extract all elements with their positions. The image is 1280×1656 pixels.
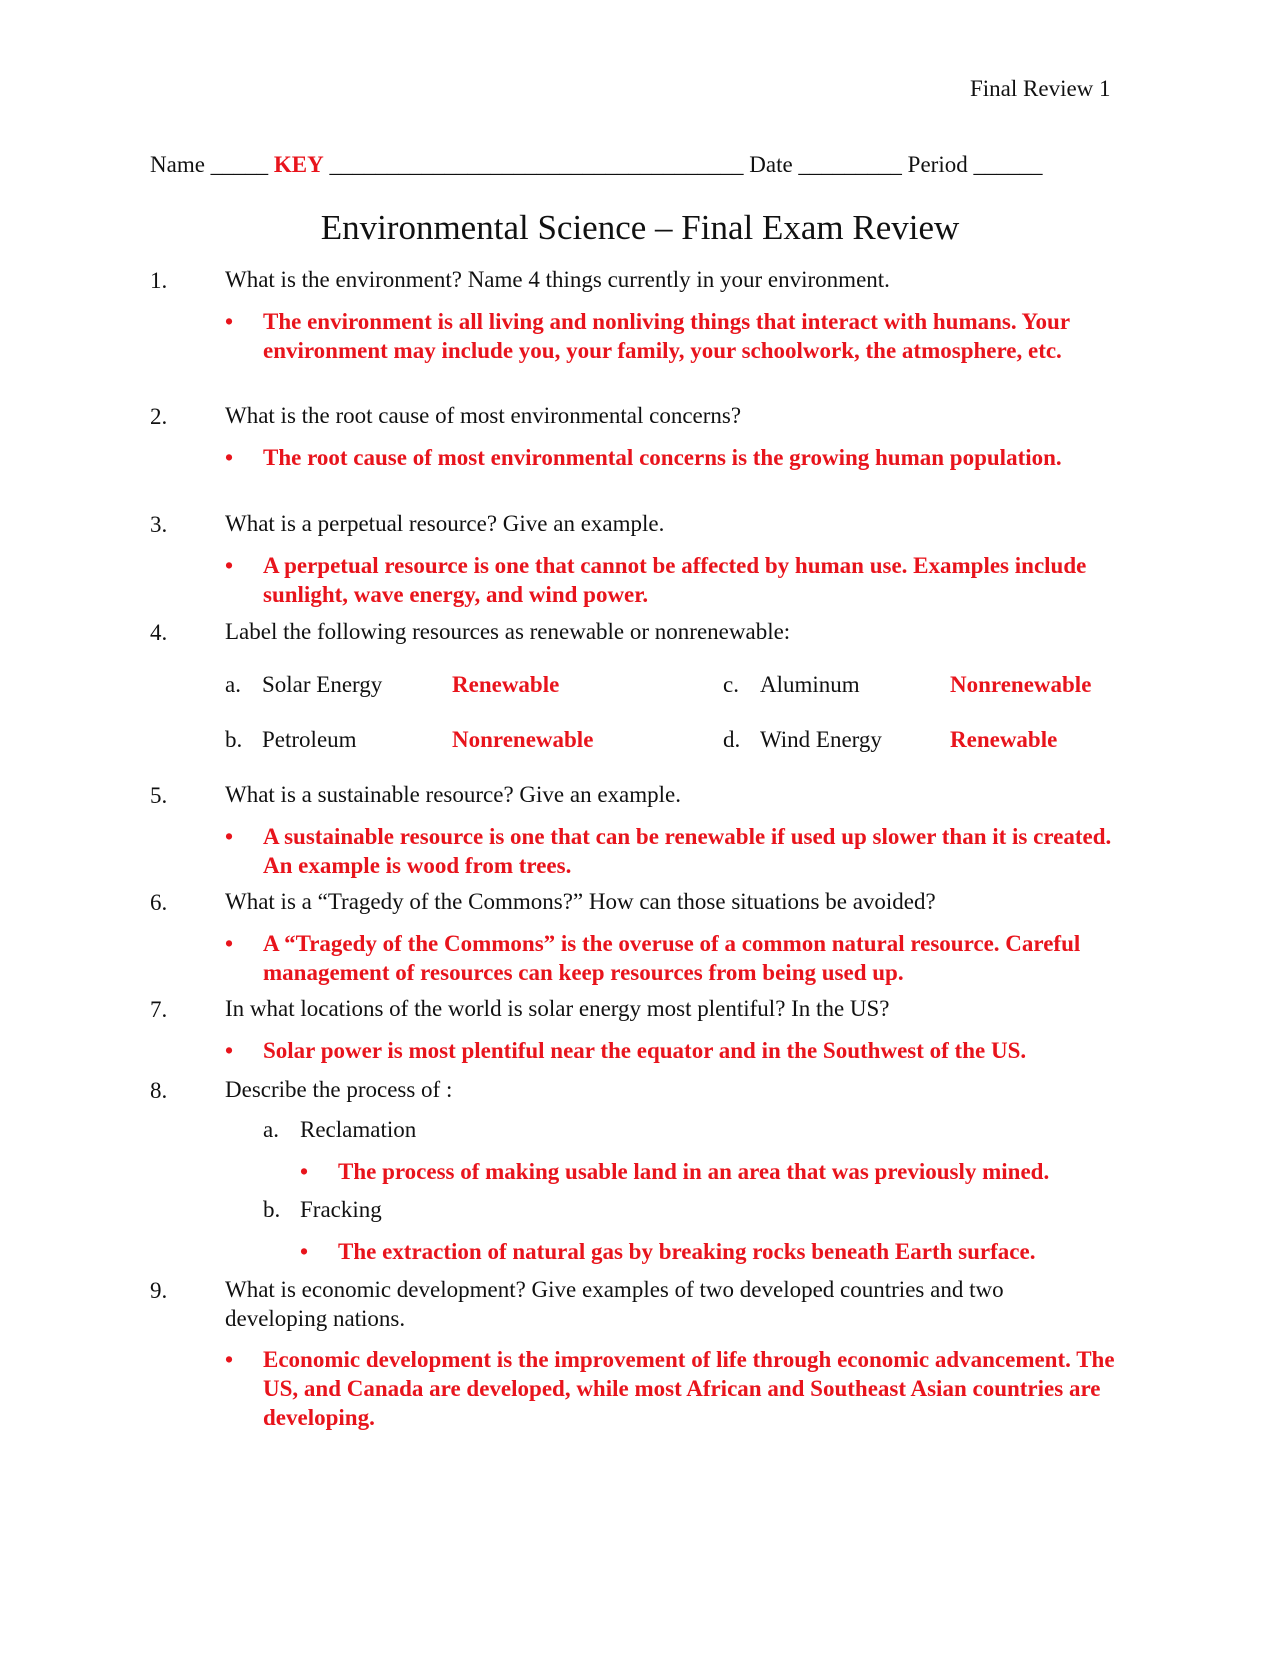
- question-text: What is a perpetual resource? Give an example.: [225, 511, 665, 536]
- key-label: KEY: [273, 152, 324, 177]
- sub-item: [263, 1197, 382, 1223]
- resource-item: [225, 672, 559, 698]
- question-text: What is a “Tragedy of the Commons?” How can those situations be avoided?: [225, 889, 936, 914]
- bullet-icon: •: [300, 1239, 309, 1264]
- question-number: 8.: [150, 1078, 168, 1103]
- resource-letter: c.: [723, 672, 739, 697]
- question-number: 2.: [150, 404, 168, 429]
- question-text: What is a sustainable resource? Give an example.: [225, 782, 681, 807]
- question-number: 5.: [150, 783, 168, 808]
- bullet-icon: •: [225, 309, 234, 334]
- resource-letter: d.: [723, 727, 741, 752]
- bullet-icon: •: [225, 931, 234, 956]
- sub-label: Reclamation: [300, 1117, 417, 1142]
- page-title: Environmental Science – Final Exam Review: [320, 208, 960, 247]
- resource-answer: Renewable: [950, 727, 1058, 752]
- question-number: 1.: [150, 268, 168, 293]
- question-number: 9.: [150, 1278, 168, 1303]
- resource-item: [723, 727, 1057, 753]
- answer-text: The process of making usable land in an area that was previously mined.: [338, 1159, 1050, 1184]
- date-period-line: ____________________________________ Date _________ Period ______: [329, 152, 1043, 177]
- resource-item: [723, 672, 1091, 698]
- question-text: What is economic development? Give examples of two developed countries and two developing nations.: [225, 1277, 1004, 1331]
- name-label: Name _____: [150, 152, 269, 177]
- sub-label: Fracking: [300, 1197, 382, 1222]
- question-number: 4.: [150, 620, 168, 645]
- answer-text: A sustainable resource is one that can be renewable if used up slower than it is created. An example is wood from trees.: [263, 824, 1112, 878]
- sub-letter: b.: [263, 1197, 281, 1222]
- resource-name: Petroleum: [262, 727, 357, 752]
- sub-letter: a.: [263, 1117, 279, 1142]
- resource-letter: b.: [225, 727, 243, 752]
- resource-name: Aluminum: [760, 672, 860, 697]
- question-number: 7.: [150, 997, 168, 1022]
- resource-name: Solar Energy: [262, 672, 383, 697]
- bullet-icon: •: [300, 1159, 309, 1184]
- question-text: What is the root cause of most environmental concerns?: [225, 403, 742, 428]
- bullet-icon: •: [225, 1347, 234, 1372]
- question-number: 3.: [150, 512, 168, 537]
- question-text: Label the following resources as renewable or nonrenewable:: [225, 619, 791, 644]
- resource-name: Wind Energy: [760, 727, 882, 752]
- resource-answer: Nonrenewable: [452, 727, 594, 752]
- question-text: In what locations of the world is solar energy most plentiful? In the US?: [225, 996, 890, 1021]
- bullet-icon: •: [225, 1038, 234, 1063]
- bullet-icon: •: [225, 824, 234, 849]
- resource-answer: Nonrenewable: [950, 672, 1092, 697]
- question-text: What is the environment? Name 4 things currently in your environment.: [225, 267, 890, 292]
- resource-answer: Renewable: [452, 672, 560, 697]
- answer-text: The environment is all living and nonliving things that interact with humans. Your environment may include you, your family, your schoolwork, the atmosphere, etc.: [263, 309, 1070, 363]
- answer-text: Solar power is most plentiful near the equator and in the Southwest of the US.: [263, 1038, 1027, 1063]
- resource-letter: a.: [225, 672, 241, 697]
- sub-item: [263, 1117, 416, 1143]
- answer-text: Economic development is the improvement of life through economic advancement. The US, and Canada are developed, while most African and Southeast Asian countries are developing.: [263, 1347, 1115, 1430]
- answer-text: A perpetual resource is one that cannot be affected by human use. Examples include sunlight, wave energy, and wind power.: [263, 553, 1087, 607]
- name-line: [150, 152, 1042, 178]
- bullet-icon: •: [225, 553, 234, 578]
- answer-text: The root cause of most environmental concerns is the growing human population.: [263, 445, 1062, 470]
- bullet-icon: •: [225, 445, 234, 470]
- answer-text: A “Tragedy of the Commons” is the overuse of a common natural resource. Careful management of resources can keep resources from being used up.: [263, 931, 1081, 985]
- resource-item: [225, 727, 593, 753]
- page-label: Final Review 1: [970, 76, 1111, 101]
- answer-text: The extraction of natural gas by breaking rocks beneath Earth surface.: [338, 1239, 1036, 1264]
- question-number: 6.: [150, 890, 168, 915]
- question-text: Describe the process of :: [225, 1077, 453, 1102]
